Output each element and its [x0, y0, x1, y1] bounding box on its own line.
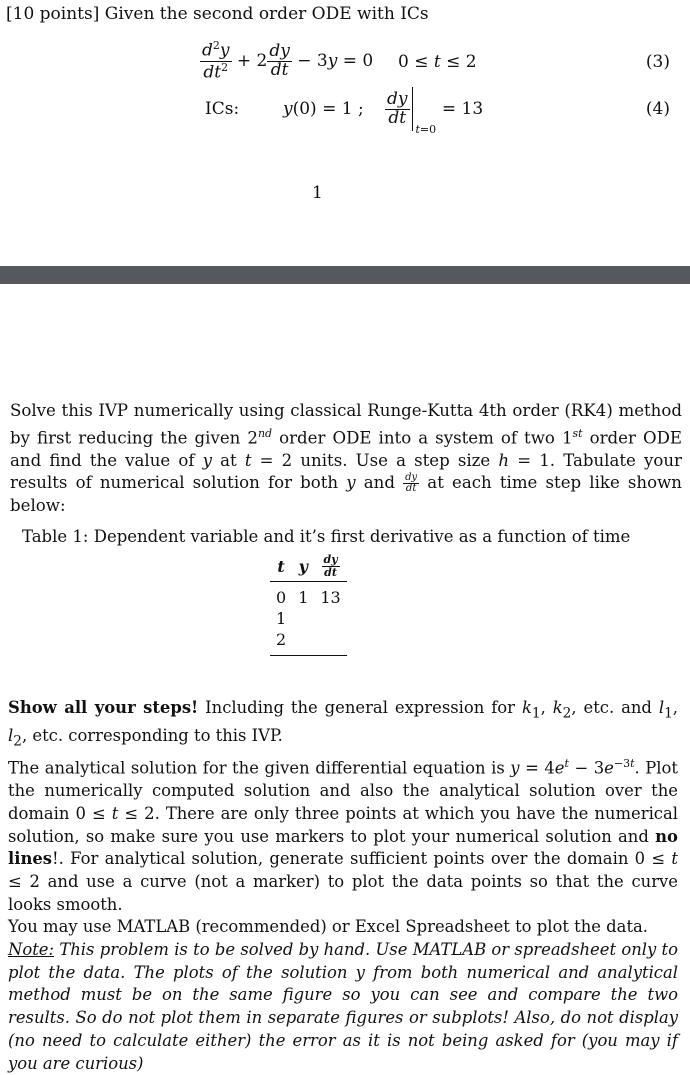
- column-header-dydt: $\frac{dy}{dt}$: [314, 553, 346, 582]
- table-cell: 13: [320, 588, 341, 608]
- ics-label: ICs:: [205, 99, 240, 119]
- table-cell: [292, 629, 314, 656]
- problem-header: [6, 4, 429, 24]
- table-cell: 2: [270, 629, 292, 656]
- page-divider: [0, 266, 690, 284]
- initial-conditions: [0, 85, 690, 135]
- results-table: [270, 553, 347, 656]
- intro-text: Given the second order ODE with ICs: [104, 4, 429, 24]
- table-cell: [314, 608, 346, 629]
- show-steps-label: Show all your steps!: [8, 698, 199, 717]
- points-label: [10 points]: [6, 4, 100, 24]
- page-number: 1: [312, 183, 323, 203]
- table-row: [270, 608, 347, 629]
- second-derivative: $\frac{d^2y}{dt^2}$: [202, 39, 230, 83]
- problem-statement: Solve this IVP numerically using classical Runge-Kutta 4th order (RK4) method by first reducing the given 2nd order ODE into a system of two 1st order ODE and find the value of y at t = 2 units. Use a step size h = 1. Tabulate your results of numerical solution for both y and $\frac{dy}{dt}$ at each time step like shown below:: [10, 401, 682, 515]
- equation-number: (4): [645, 99, 670, 119]
- instructions: Show all your steps! Including the general expression for $k_1$, $k_2$, etc. and $l_1$, $l_2$, etc. corresponding to this IVP. The analytical solution for the given differential equation is $y = 4e^t - 3e^{-3t}$. Plot the numerically computed solution and also the analytical solution over the domain 0 ≤ t ≤ 2. There are only three points at which you have the numerical solution, so make sure you use markers to plot your numerical solution and no lines!. For analytical solution, generate sufficient points over the domain 0 ≤ t ≤ 2 and use a curve (not a marker) to plot the data points so that the curve looks smooth. You may use MATLAB (recommended) or Excel Spreadsheet to plot the data. Note: This problem is to be solved by hand. Use MATLAB or spreadsheet only to plot the data. The plots of the solution y from both numerical and analytical method must be on the same figure so you can see and compare the two results. So do not plot them in separate figures or subplots! Also, do not display (no need to calculate either) the error as it is not being asked for (you may if you are curious): [8, 698, 679, 1073]
- ic-y0: y(0) = 1 ;: [283, 99, 364, 119]
- equation-number: (3): [645, 52, 670, 72]
- table-cell: 1: [298, 588, 309, 608]
- ic-dydt0: $\frac{dy}{dt}$ t=0 = 13: [387, 88, 484, 136]
- first-derivative: $\frac{dy}{dt}$: [269, 40, 290, 80]
- note-label: Note:: [8, 940, 55, 960]
- table-cell: [314, 629, 346, 656]
- table-cell: [292, 608, 314, 629]
- table-caption: Table 1: Dependent variable and it’s first derivative as a function of time: [22, 527, 631, 546]
- column-header-t: t: [270, 553, 292, 582]
- domain-condition: 0 ≤ t ≤ 2: [398, 52, 477, 72]
- column-header-y: y: [292, 553, 314, 582]
- ode-equation: $\frac{d^2y}{dt^2}$ + 2 $\frac{dy}{dt}$ − 3y = 0 0 ≤ t ≤ 2 (3): [202, 39, 670, 83]
- table-row: [270, 582, 347, 609]
- table-cell: 1: [276, 609, 287, 629]
- table-row: [270, 629, 347, 656]
- table-cell: 0: [276, 588, 287, 608]
